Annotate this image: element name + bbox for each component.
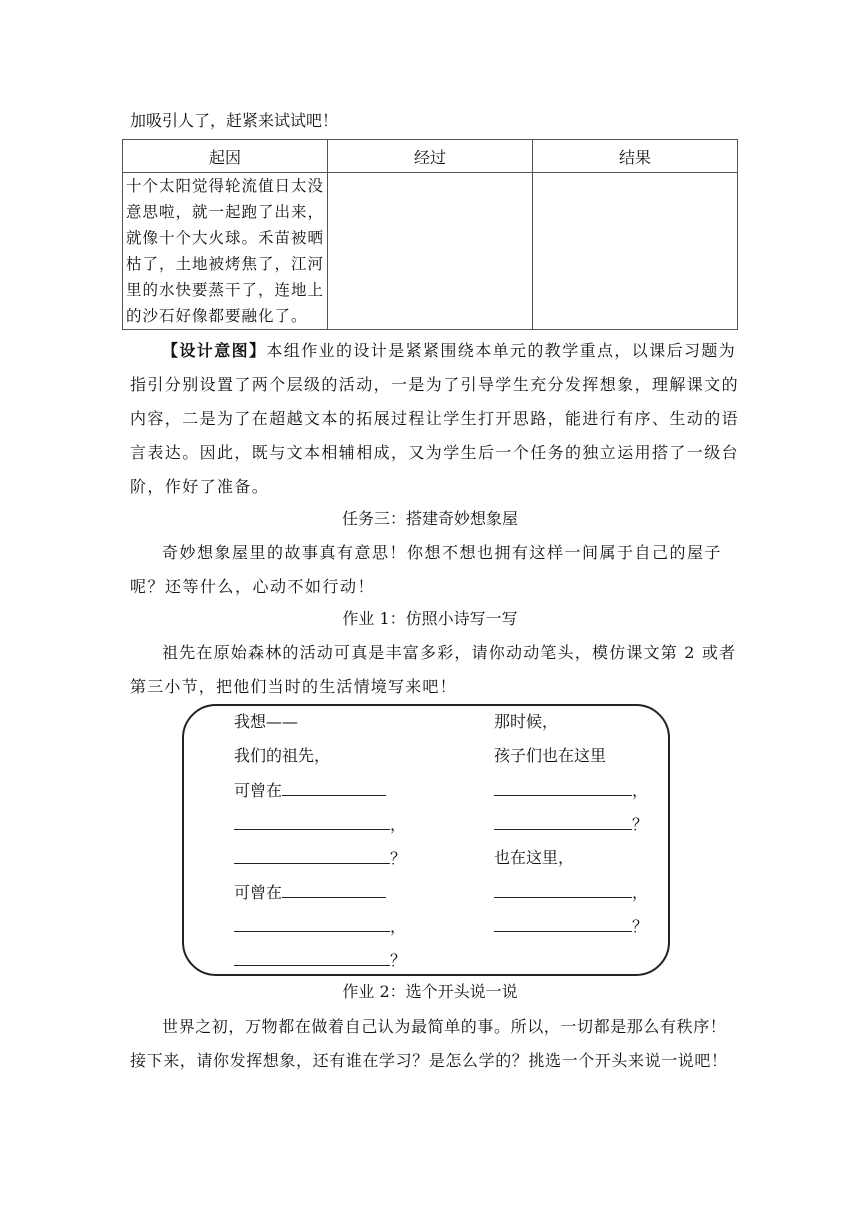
poem-right-2: 孩子们也在这里 (494, 746, 607, 765)
header-result: 结果 (533, 140, 738, 173)
comma: ， (632, 883, 649, 902)
poem-right-4 (494, 813, 648, 836)
hw2-intro: 世界之初，万物都在做着自己认为最简单的事。所以，一切都是那么有秩序！接下来，请你发挥想象，还有谁在学习？是怎么学的？挑选一个开头来说一说吧！ (130, 1017, 728, 1070)
cell-cause: 十个太阳觉得轮流值日太没意思啦，就一起跑了出来，就像十个大火球。禾苗被晒枯了，土地被烤焦了，江河里的水快要蒸干了，连地上的沙石好像都要融化了。 (123, 173, 328, 330)
answer-blank[interactable] (282, 881, 386, 898)
comma: ， (632, 781, 649, 800)
answer-blank[interactable] (282, 779, 386, 796)
poem-right-5: 也在这里， (494, 848, 575, 867)
story-table (122, 139, 738, 330)
header-process: 经过 (328, 140, 533, 173)
poem-left-7 (234, 915, 406, 938)
task3-title: 任务三：搭建奇妙想象屋 (341, 509, 518, 528)
answer-blank[interactable] (234, 915, 390, 932)
poem-left-3-text: 可曾在 (234, 781, 283, 800)
table-row (123, 173, 738, 330)
header-cause: 起因 (123, 140, 328, 173)
answer-blank[interactable] (234, 847, 390, 864)
question-mark: ？ (632, 917, 649, 936)
poem-left-1: 我想—— (234, 712, 299, 731)
cell-result[interactable] (533, 173, 738, 330)
table-header-row (123, 140, 738, 173)
poem-left-8 (234, 949, 406, 972)
poem-right-1: 那时候， (494, 712, 559, 731)
poem-right-7 (494, 915, 648, 938)
poem-right-3 (494, 779, 648, 802)
poem-left-2: 我们的祖先， (234, 746, 331, 765)
task3-intro: 奇妙想象屋里的故事真有意思！你想不想也拥有这样一间属于自己的屋子呢？还等什么，心动不如行动！ (130, 543, 723, 596)
question-mark: ？ (632, 815, 649, 834)
comma: ， (390, 917, 407, 936)
answer-blank[interactable] (234, 949, 390, 966)
top-line: 加吸引人了，赶紧来试试吧！ (130, 111, 339, 130)
answer-blank[interactable] (494, 915, 632, 932)
answer-blank[interactable] (494, 779, 632, 796)
poem-left-6 (234, 881, 386, 904)
hw2-title: 作业 2：选个开头说一说 (342, 982, 518, 1001)
question-mark: ？ (390, 849, 407, 868)
hw1-intro: 祖先在原始森林的活动可真是丰富多彩，请你动动笔头，模仿课文第 2 或者第三小节，把他们当时的生活情境写来吧！ (130, 643, 737, 696)
poem-left-4 (234, 813, 406, 836)
poem-left-3 (234, 779, 386, 802)
design-intent-label: 【设计意图】 (162, 341, 267, 360)
design-intent-text: 本组作业的设计是紧紧围绕本单元的教学重点，以课后习题为指引分别设置了两个层级的活动，一是为了引导学生充分发挥想象，理解课文的内容，二是为了在超越文本的拓展过程让学生打开思路，能进行有序、生动的语言表达。因此，既与文本相辅相成，又为学生后一个任务的独立运用搭了一级台阶，作好了准备。 (130, 341, 740, 496)
poem-left-6-text: 可曾在 (234, 883, 283, 902)
hw1-title: 作业 1：仿照小诗写一写 (342, 609, 518, 628)
poem-left-5 (234, 847, 406, 870)
comma: ， (390, 815, 407, 834)
answer-blank[interactable] (494, 881, 632, 898)
answer-blank[interactable] (234, 813, 390, 830)
question-mark: ？ (390, 951, 407, 970)
answer-blank[interactable] (494, 813, 632, 830)
cell-process[interactable] (328, 173, 533, 330)
poem-right-6 (494, 881, 648, 904)
design-intent (130, 334, 740, 504)
